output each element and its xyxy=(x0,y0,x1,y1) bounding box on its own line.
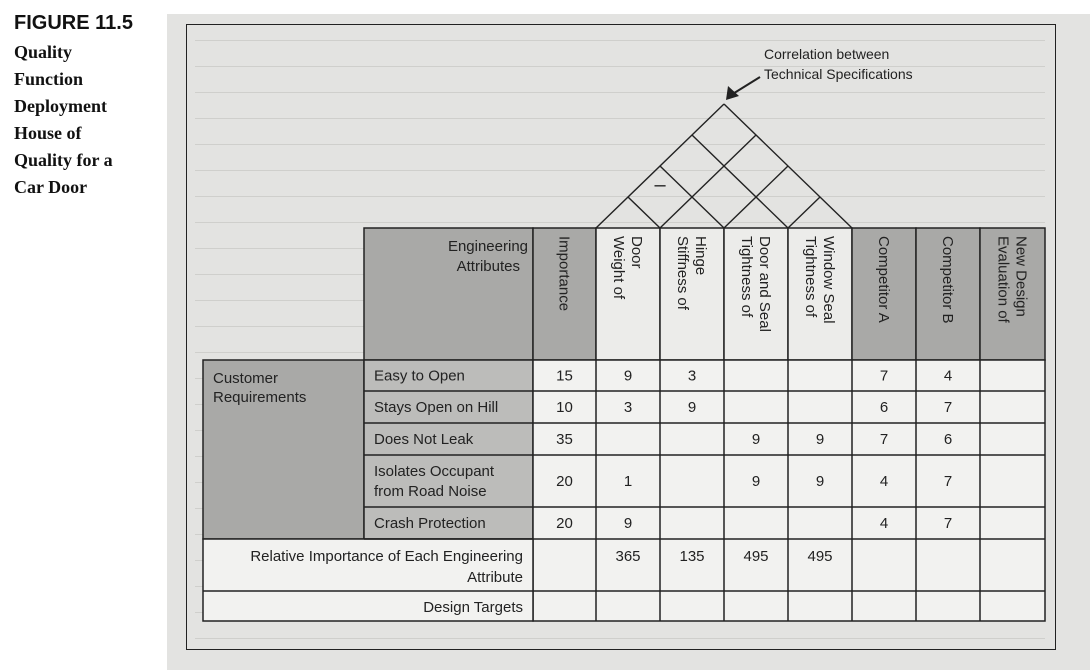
matrix-body xyxy=(533,360,1045,621)
relative-importance-value: 495 xyxy=(807,548,833,565)
matrix-value: 9 xyxy=(751,431,761,448)
figure-label: FIGURE 11.5 xyxy=(14,12,133,34)
engineering-attributes-label: Attributes xyxy=(456,258,520,275)
figure-title-line: Car Door xyxy=(14,177,88,197)
matrix-value: 9 xyxy=(751,473,761,490)
relative-importance-value: 365 xyxy=(615,548,641,565)
matrix-value: 7 xyxy=(943,473,953,490)
matrix-value: 15 xyxy=(556,367,573,385)
requirement-label: Does Not Leak xyxy=(374,431,474,448)
requirement-label: Isolates Occupant xyxy=(374,463,495,480)
roof-annotation-line: Correlation between xyxy=(764,46,890,62)
column-header-label: Window Seal xyxy=(820,236,837,324)
column-header-label: Importance xyxy=(555,236,573,312)
column-header-label: Hinge xyxy=(692,236,709,276)
matrix-value: 3 xyxy=(687,367,697,385)
design-targets-label: Design Targets xyxy=(423,599,523,616)
roof-line xyxy=(692,135,788,228)
roof-annotation-line: Technical Specifications xyxy=(764,66,913,82)
column-header-label: Competitor A xyxy=(875,236,892,323)
matrix-value: 7 xyxy=(943,515,953,532)
customer-requirements-label: Customer xyxy=(213,370,279,387)
annotation-arrow-shaft xyxy=(731,77,760,95)
requirement-label: Easy to Open xyxy=(374,367,465,385)
figure-title-line: House of xyxy=(14,123,82,143)
column-header-cell xyxy=(660,228,724,360)
roof-negative-correlation: – xyxy=(654,174,666,196)
figure-title-line: Deployment xyxy=(14,96,107,116)
column-header-label: Weight of xyxy=(610,236,627,300)
matrix-value: 3 xyxy=(623,399,633,416)
requirement-label: from Road Noise xyxy=(374,483,487,500)
matrix-value: 9 xyxy=(815,473,825,490)
column-header-label: Tightness of xyxy=(802,236,819,318)
matrix-value: 20 xyxy=(556,473,573,490)
matrix-value: 9 xyxy=(687,399,697,416)
matrix-value: 7 xyxy=(943,399,953,416)
relative-importance-value: 135 xyxy=(679,548,705,565)
matrix-value: 35 xyxy=(556,431,573,448)
requirement-label: Crash Protection xyxy=(374,515,486,532)
column-header-cell xyxy=(980,228,1045,360)
matrix-value: 9 xyxy=(815,431,825,448)
roof-line xyxy=(788,197,820,228)
requirement-label: Stays Open on Hill xyxy=(374,399,499,416)
requirements-label-column xyxy=(364,360,533,539)
column-header-label: Door xyxy=(628,236,645,269)
column-header-label: Competitor B xyxy=(939,236,956,324)
relative-importance-value: 495 xyxy=(743,548,769,565)
matrix-value: 4 xyxy=(879,473,889,490)
column-header-label: Door and Seal xyxy=(756,236,773,332)
matrix-value: 4 xyxy=(943,367,953,385)
figure-title-line: Quality for a xyxy=(14,150,113,170)
roof-line xyxy=(628,197,660,228)
column-header-label: Evaluation of xyxy=(994,236,1012,323)
annotation-arrowhead xyxy=(726,86,739,100)
engineering-attributes-label: Engineering xyxy=(447,238,528,255)
matrix-value: 7 xyxy=(879,367,889,385)
matrix-value: 4 xyxy=(879,515,889,532)
matrix-value: 6 xyxy=(943,431,953,448)
matrix-value: 20 xyxy=(556,515,573,532)
relative-importance-label: Relative Importance of Each Engineering xyxy=(250,548,523,565)
figure-title-line: Quality xyxy=(14,42,73,62)
column-header-label: Stiffness of xyxy=(674,236,691,310)
column-header-cell xyxy=(724,228,788,360)
matrix-value: 9 xyxy=(623,515,633,532)
column-header-label: New Design xyxy=(1012,236,1030,317)
roof-line xyxy=(660,135,756,228)
customer-requirements-label: Requirements xyxy=(213,389,307,406)
relative-importance-label: Attribute xyxy=(467,569,523,586)
column-header-cell xyxy=(596,228,660,360)
matrix-value: 10 xyxy=(556,399,573,416)
matrix-value: 7 xyxy=(879,431,889,448)
column-header-label: Tightness of xyxy=(738,236,755,318)
column-header-cell xyxy=(788,228,852,360)
matrix-value: 9 xyxy=(623,367,633,385)
matrix-value: 6 xyxy=(879,399,889,416)
figure-title-line: Function xyxy=(14,69,84,89)
matrix-value: 1 xyxy=(623,473,633,490)
